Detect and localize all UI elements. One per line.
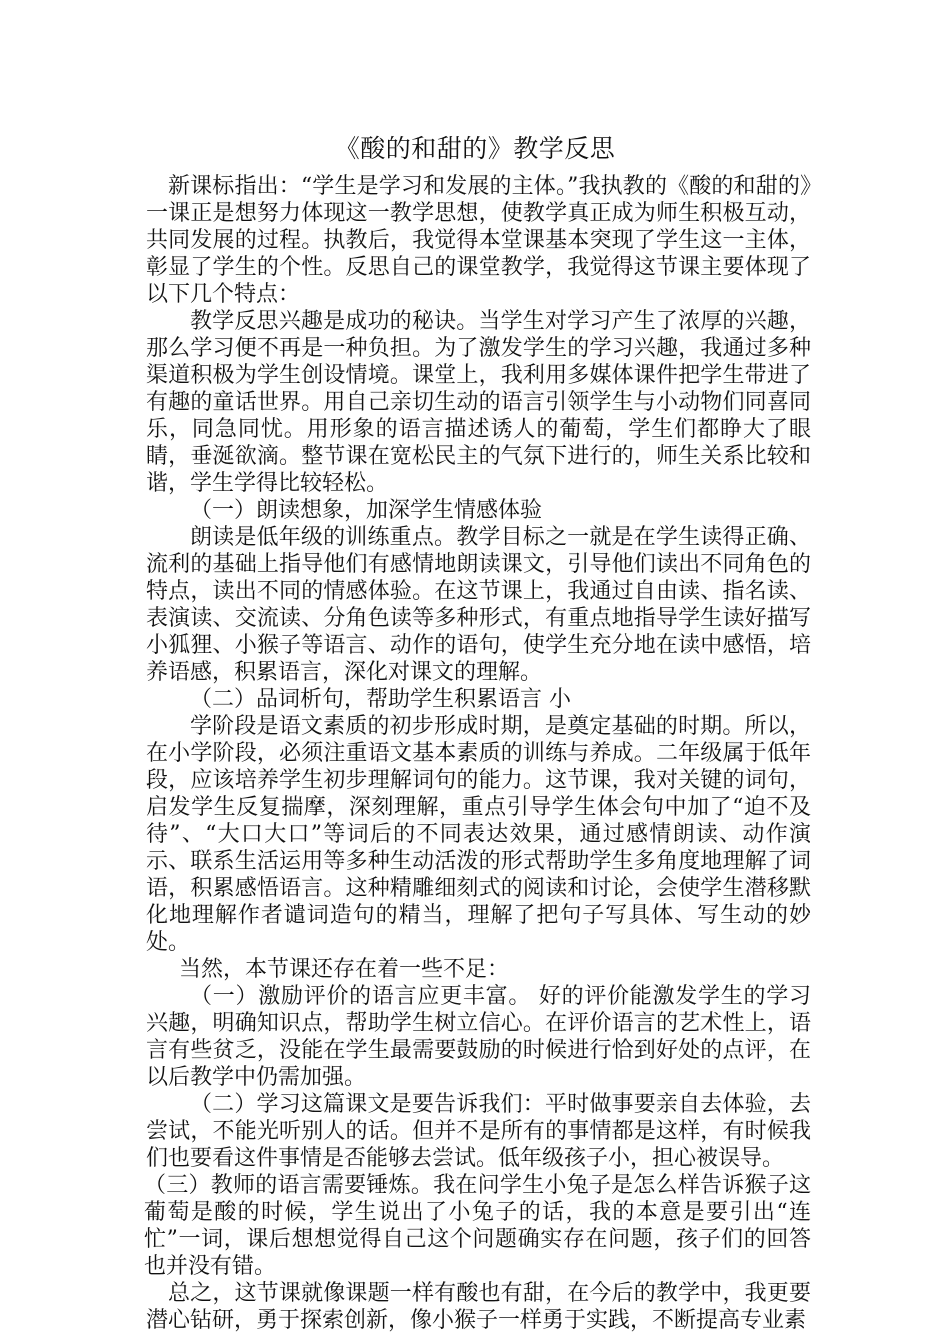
section-heading-words: （二）品词析句，帮助学生积累语言 小 — [190, 687, 571, 712]
shortcoming-one: （一）激励评价的语言应更丰富。 好的评价能激发学生的学习兴趣，明确知识点，帮助学生树立信心。在评价语言的艺术性上，语言有些贫乏，没能在学生最需要鼓励的时候进行恰到好处的点评，在以后教学中仍需加强。 — [146, 984, 811, 1090]
section-heading-reading: （一）朗读想象，加深学生情感体验 — [190, 498, 543, 523]
reading-paragraph: 朗读是低年级的训练重点。教学目标之一就是在学生读得正确、流利的基础上指导他们有感情地朗读课文，引导他们读出不同角色的特点，读出不同的情感体验。在这节课上，我通过自由读、指名读、表演读、交流读、分角色读等多种形式，有重点地指导学生读好描写小狐狸、小猴子等语言、动作的语句，使学生充分地在读中感悟，培养语感，积累语言，深化对课文的理解。 — [146, 525, 811, 685]
document-body — [146, 173, 811, 1334]
page-title: 《酸的和甜的》教学反思 — [334, 134, 616, 163]
shortcomings-intro: 当然，本节课还存在着一些不足： — [179, 957, 510, 982]
interest-paragraph: 教学反思兴趣是成功的秘诀。当学生对学习产生了浓厚的兴趣，那么学习便不再是一种负担。为了激发学生的学习兴趣，我通过多种渠道积极为学生创设情境。课堂上，我利用多媒体课件把学生带进了有趣的童话世界。用自己亲切生动的语言引领学生与小动物们同喜同乐，同急同忧。用形象的语言描述诱人的葡萄，学生们都睁大了眼睛，垂涎欲滴。整节课在宽松民主的气氛下进行的，师生关系比较和谐，学生学得比较轻松。 — [146, 309, 811, 496]
shortcoming-two: （二）学习这篇课文是要告诉我们：平时做事要亲自去体验，去尝试，不能光听别人的话。但并不是所有的事情都是这样，有时候我们也要看这件事情是否能够去尝试。低年级孩子小，担心被误导。 — [146, 1092, 811, 1171]
shortcoming-three: （三）教师的语言需要锤炼。我在问学生小兔子是怎么样告诉猴子这葡萄是酸的时候，学生说出了小兔子的话，我的本意是要引出“连忙”一词，课后想想觉得自己这个问题确实存在问题，孩子们的回答也并没有错。 — [144, 1173, 811, 1279]
words-paragraph: 学阶段是语文素质的初步形成时期，是奠定基础的时期。所以，在小学阶段，必须注重语文基本素质的训练与养成。二年级属于低年段，应该培养学生初步理解词句的能力。这节课，我对关键的词句，启发学生反复揣摩，深刻理解，重点引导学生体会句中加了“迫不及待”、“大口大口”等词后的不同表达效果，通过感情朗读、动作演示、联系生活运用等多种生动活泼的形式帮助学生多角度地理解了词语，积累感悟语言。这种精雕细刻式的阅读和讨论，会使学生潜移默化地理解作者谴词造句的精当，理解了把句子写具体、写生动的妙处。 — [146, 714, 811, 955]
conclusion-paragraph: 总之，这节课就像课题一样有酸也有甜，在今后的教学中，我更要潜心钻研，勇于探索创新，像小猴子一样勇于实践，不断提高专业素 — [146, 1281, 811, 1333]
intro-paragraph: 新课标指出：“学生是学习和发展的主体。”我执教的《酸的和甜的》一课正是想努力体现这一教学思想，使教学真正成为师生积极互动，共同发展的过程。执教后，我觉得本堂课基本突现了学生这一主体，彰显了学生的个性。反思自己的课堂教学，我觉得这节课主要体现了以下几个特点： — [146, 174, 811, 307]
